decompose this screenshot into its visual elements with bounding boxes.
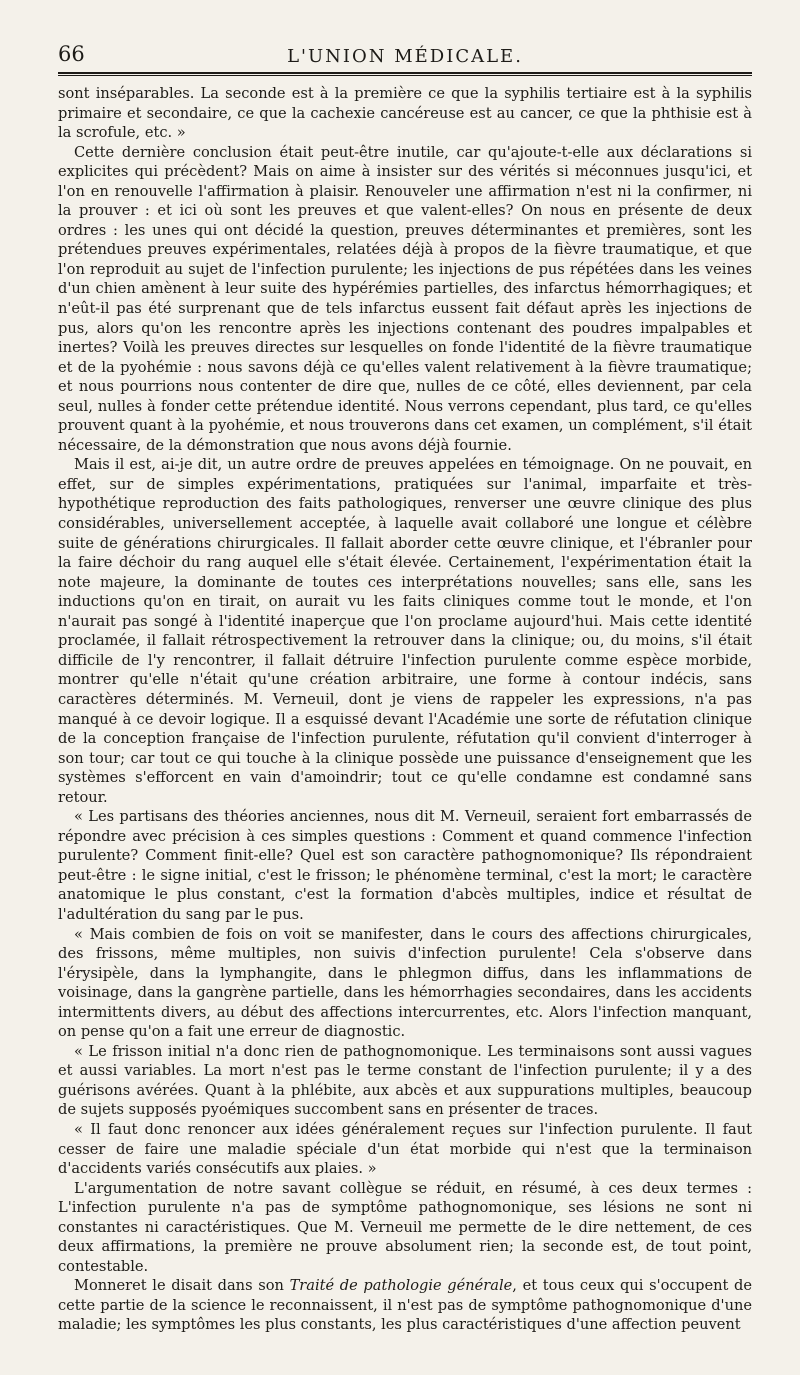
paragraph-5-quote: « Mais combien de fois on voit se manifester, dans le cours des affections chirurgicales, des frissons, même multiples, non suivis d'infection purulente! Cela s'observe dans l'érysipèle, dans la lymphangite, dans le phlegmon diffus, dans les inflammations de voisinage, dans la gangrène partielle, dans les hémorrhagies secondaires, dans les accidents intermittents divers, au début des affections intercurrentes, etc. Alors l'infection manquant, on pense qu'on a fait une erreur de diagnostic. (58, 925, 752, 1041)
paragraph-9-start: Monneret le disait dans son (74, 1277, 284, 1295)
paragraph-3: Mais il est, ai-je dit, un autre ordre de preuves appelées en témoignage. On ne pouvait, en effet, sur de simples expérimentations, pratiquées sur l'animal, imparfaite et très-hypothétique reproduction des faits pathologiques, renverser une œuvre clinique des plus considérables, universellement acceptée, à laquelle avait collaboré une longue et célèbre suite de générations chirurgicales. Il fallait aborder cette œuvre clinique, et l'ébranler pour la faire déchoir du rang auquel elle s'était élevée. Certainement, l'expérimentation était la note majeure, la dominante de toutes ces interprétations nouvelles; sans elle, sans les inductions qu'on en tirait, on aurait vu les faits cliniques comme tout le monde, et l'on n'aurait pas songé à l'identité inaperçue que l'on proclame aujourd'hui. Mais cette identité proclamée, il fallait rétrospectivement la retrouver dans la clinique; ou, du moins, s'il était difficile de l'y rencontrer, il fallait détruire l'infection purulente comme espèce morbide, montrer qu'elle n'était qu'une création arbitraire, une forme à contour indécis, sans caractères déterminés. M. Verneuil, dont je viens de rappeler les expressions, n'a pas manqué à ce devoir logique. Il a esquissé devant l'Académie une sorte de réfutation clinique de la conception française de l'infection purulente, réfutation qu'il convient d'interroger à son tour; car tout ce qui touche à la clinique possède une puissance d'enseignement que les systèmes s'efforcent en vain d'amoindrir; tout ce qu'elle condamne est condamné sans retour. (58, 456, 752, 806)
paragraph-8: L'argumentation de notre savant collègue se réduit, en résumé, à ces deux termes : L'infection purulente n'a pas de symptôme pathognomonique, ses lésions ne sont ni constantes ni caractéristiques. Que M. Verneuil me permette de le dire nettement, de ces deux affirmations, la première ne prouve absolument rien; la seconde est, de tout point, contestable. (58, 1179, 752, 1275)
paragraph-6-quote: « Le frisson initial n'a donc rien de pathognomonique. Les terminaisons sont aussi vagues et aussi variables. La mort n'est pas le terme constant de l'infection purulente; il y a des guérisons avérées. Quant à la phlébite, aux abcès et aux suppurations multiples, beaucoup de sujets supposés pyoémiques succombent sans en présenter de traces. (58, 1042, 752, 1119)
paragraph-2: Cette dernière conclusion était peut-être inutile, car qu'ajoute-t-elle aux déclarations si explicites qui précèdent? Mais on aime à insister sur des vérités si méconnues jusqu'ici, et l'on en renouvelle l'affirmation à plaisir. Renouveler une affirmation n'est ni la confirmer, ni la prouver : et ici où sont les preuves et que valent-elles? On nous en présente de deux ordres : les unes qui ont décidé la question, preuves déterminantes et premières, sont les prétendues preuves expérimentales, relatées déjà à propos de la fièvre traumatique, et que l'on reproduit au sujet de l'infection purulente; les injections de pus répétées dans les veines d'un chien amènent à leur suite des hypérémies partielles, des infarctus hémorrhagiques; et n'eût-il pas été surprenant que de tels infarctus eussent fait défaut après les injections de pus, alors qu'on les rencontre après les injections contenant des poudres impalpables et inertes? Voilà les preuves directes sur lesquelles on fonde l'identité de la fièvre traumatique et de la pyohémie : nous savons déjà ce qu'elles valent relativement à la fièvre traumatique; et nous pourrions nous contenter de dire que, nulles de ce côté, elles deviennent, par cela seul, nulles à fonder cette prétendue identité. Nous verrons cependant, plus tard, ce qu'elles prouvent quant à la pyohémie, et nous trouverons dans cet examen, un complément, s'il était nécessaire, de la démonstration que nous avons déjà fournie. (58, 143, 752, 454)
running-header (58, 38, 752, 68)
paragraph-4-quote: « Les partisans des théories anciennes, nous dit M. Verneuil, seraient fort embarrassés de répondre avec précision à ces simples questions : Comment et quand commence l'infection purulente? Comment finit-elle? Quel est son caractère pathognomonique? Ils répondraient peut-être : le signe initial, c'est le frisson; le phénomène terminal, c'est la mort; le caractère anatomique le plus constant, c'est la formation d'abcès multiples, indice et résultat de l'adultération du sang par le pus. (58, 808, 752, 923)
paragraph-9 (58, 1276, 752, 1335)
book-title: Traité de pathologie générale (289, 1277, 513, 1295)
paragraph-1: sont inséparables. La seconde est à la première ce que la syphilis tertiaire est à la syphilis primaire et secondaire, ce que la cachexie cancéreuse est au cancer, ce que la phthisie est à la scrofule, etc. » (58, 85, 752, 142)
paragraph-7-quote: « Il faut donc renoncer aux idées généralement reçues sur l'infection purulente. Il faut cesser de faire une maladie spéciale d'un état morbide qui n'est que la terminaison d'accidents variés consécutifs aux plaies. » (58, 1120, 752, 1178)
header-rule (58, 72, 752, 74)
journal-title: L'UNION MÉDICALE. (287, 46, 523, 67)
page-number: 66 (58, 42, 85, 66)
paragraph-9-end: , et tous ceux qui s'occupent de cette partie de la science le reconnaissent, il n'est pas de symptôme pathognomonique d'une maladie; les symptômes les plus constants, les plus caractéristiques d'une affection peuvent (58, 1277, 752, 1334)
article-body (58, 84, 752, 1335)
header-rule-thin (58, 75, 752, 76)
